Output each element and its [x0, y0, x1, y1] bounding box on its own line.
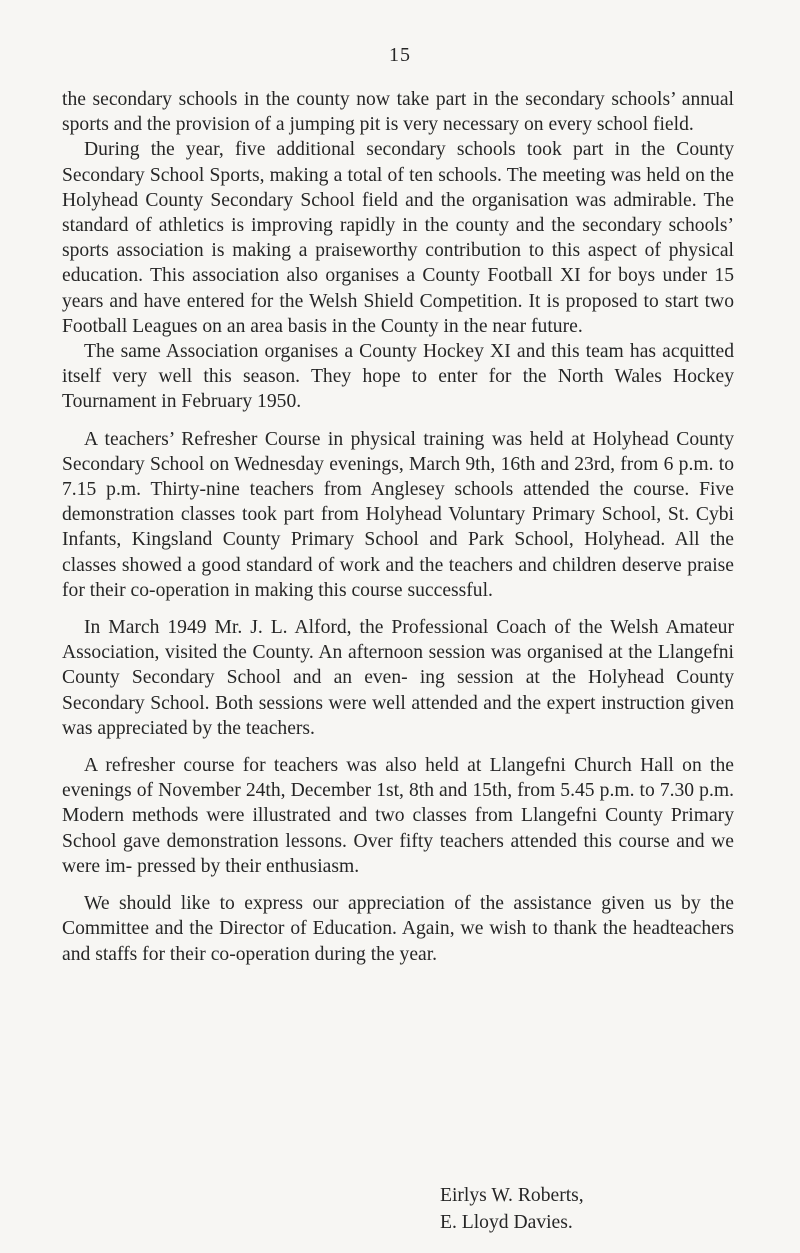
- page-number: 15: [389, 44, 411, 66]
- paragraph-refresher-course-holyhead: A teachers’ Refresher Course in physical training was held at Holyhead County Secondary School on Wednesday evenings, March 9th, 16th and 23rd, from 6 p.m. to 7.15 p.m. Thirty-nine teachers from Anglesey schools attended the course. Five demonstration classes took part from Holyhead Voluntary Primary School, St. Cybi Infants, Kingsland County Primary School and Park School, Holyhead. All the classes showed a good standard of work and the teachers and children deserve praise for their co-operation in making this course successful.: [62, 428, 734, 601]
- signatory-name: Eirlys W. Roberts,: [440, 1185, 584, 1206]
- signature-block: [440, 1182, 584, 1236]
- paragraph-refresher-course-llangefni: A refresher course for teachers was also held at Llangefni Church Hall on the evenings of November 24th, December 1st, 8th and 15th, from 5.45 p.m. to 7.30 p.m. Modern methods were illustrated and two classes from Llangefni County Primary School gave demonstration lessons. Over fifty teachers attended this course and we were im- pressed by their enthusiasm.: [62, 755, 734, 877]
- paragraph-professional-coach: In March 1949 Mr. J. L. Alford, the Professional Coach of the Welsh Amateur Association, visited the County. An afternoon session was organised at the Llangefni County Secondary School and an even- ing session at the Holyhead County Secondary School. Both sessions were well attended and the expert instruction given was appreciated by the teachers.: [62, 617, 734, 739]
- paragraph-hockey: The same Association organises a County Hockey XI and this team has acquitted itself very well this season. They hope to enter for the North Wales Hockey Tournament in February 1950.: [62, 341, 734, 413]
- paragraph-secondary-sports: During the year, five additional secondary schools took part in the County Secondary School Sports, making a total of ten schools. The meeting was held on the Holyhead County Secondary School field and the organisation was admirable. The standard of athletics is improving rapidly in the county and the secondary schools’ sports association is making a praiseworthy contribution to this aspect of physical education. This association also organises a County Football XI for boys under 15 years and have entered for the Welsh Shield Competition. It is proposed to start two Football Leagues on an area basis in the County in the near future.: [62, 139, 734, 337]
- signatory-name: E. Lloyd Davies.: [440, 1212, 573, 1233]
- paragraph-continuation: the secondary schools in the county now take part in the secondary schools’ annual sports and the provision of a jumping pit is very necessary on every school field.: [62, 89, 734, 136]
- body-text: [62, 87, 734, 967]
- paragraph-appreciation: We should like to express our appreciation of the assistance given us by the Committee and the Director of Education. Again, we wish to thank the headteachers and staffs for their co-operation during the year.: [62, 893, 734, 965]
